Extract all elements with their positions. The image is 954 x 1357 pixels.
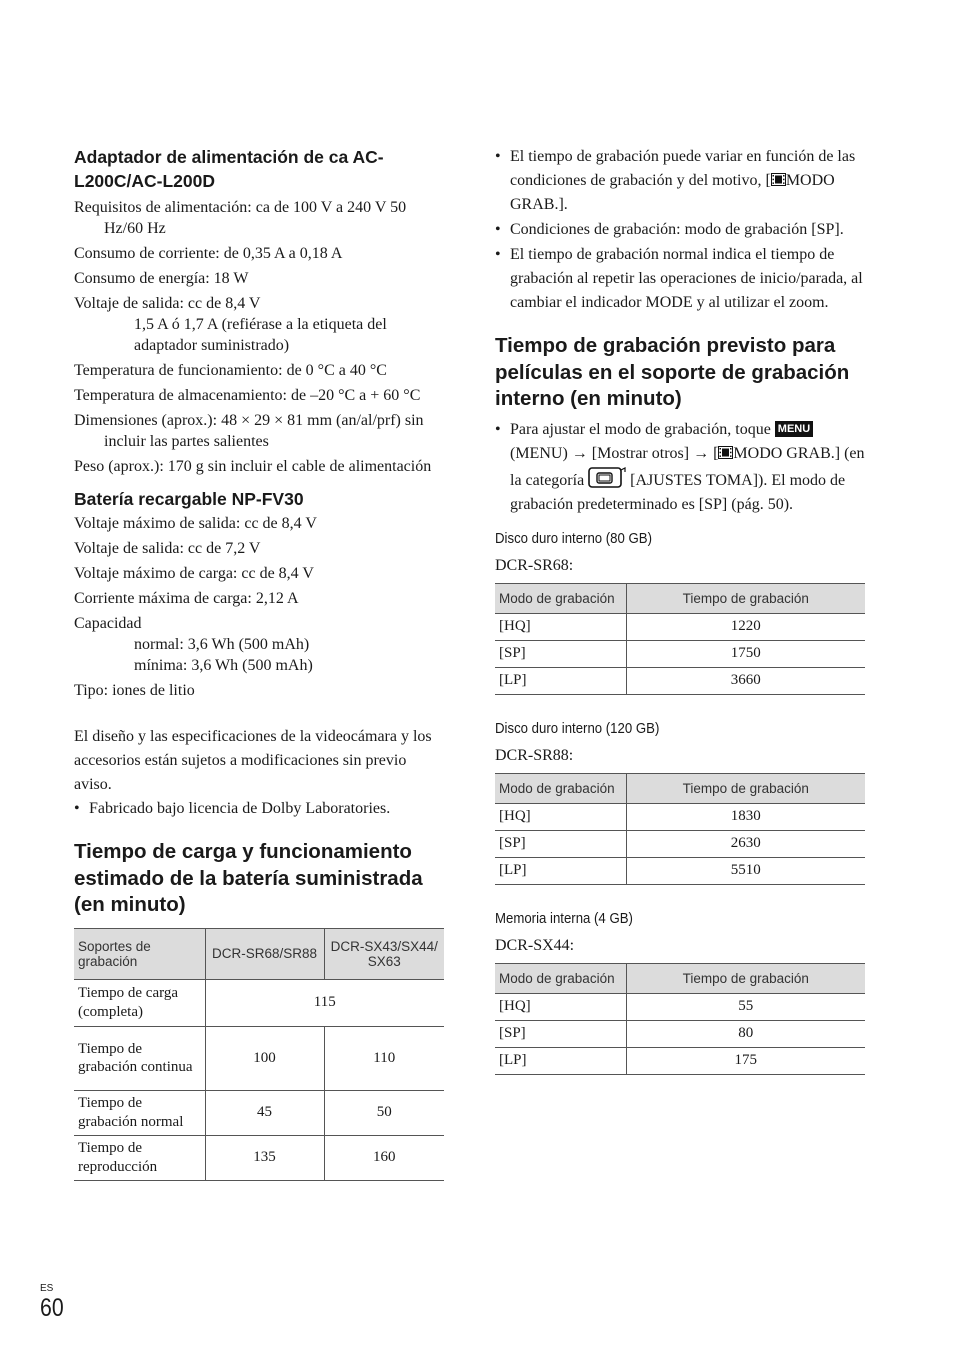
spec-item: Temperatura de almacenamiento: de –20 °C a + 60 °C bbox=[74, 387, 421, 404]
language-code: ES bbox=[40, 1283, 54, 1294]
spec-item bbox=[74, 613, 444, 676]
instr-text: [AJUSTES TOMA]). El modo de grabación predeterminado es [SP] (pág. 50). bbox=[510, 471, 846, 513]
table-header-cell: Modo de grabación bbox=[495, 963, 626, 993]
page-number: 60 bbox=[40, 1294, 64, 1322]
table-header-cell: Modo de grabación bbox=[495, 773, 626, 803]
arrow-icon: → bbox=[571, 444, 588, 462]
rec-table bbox=[495, 773, 865, 885]
rec-table-block bbox=[495, 909, 865, 1075]
spec-item: Requisitos de alimentación: ca de 100 V a 240 V 50 Hz/60 Hz bbox=[74, 199, 407, 237]
spec-text: 1,5 A ó 1,7 A (refiérase a la etiqueta del adaptador suministrado) bbox=[134, 316, 387, 354]
instr-text: Para ajustar el modo de grabación, toque bbox=[510, 420, 771, 438]
notice-bullets bbox=[74, 797, 444, 821]
instr-text: [ bbox=[713, 444, 719, 462]
table-cell: 5510 bbox=[626, 857, 865, 884]
table-cell: 115 bbox=[205, 979, 444, 1026]
rec-table-block bbox=[495, 529, 865, 695]
battery-heading: Batería recargable NP-FV30 bbox=[74, 489, 304, 509]
table-row bbox=[74, 979, 444, 1026]
rec-table bbox=[495, 963, 865, 1075]
table-cell: 2630 bbox=[626, 830, 865, 857]
adapter-spec-list bbox=[74, 197, 444, 477]
notice-text: El diseño y las especificaciones de la videocámara y los accesorios están sujetos a modificaciones sin previo aviso. bbox=[74, 728, 432, 793]
instruction-list bbox=[495, 418, 865, 517]
table-cell: 175 bbox=[626, 1047, 865, 1074]
charge-heading: Tiempo de carga y funcionamiento estimado de la batería suministrada (en minuto) bbox=[74, 840, 423, 916]
notice-bullet: • Fabricado bajo licencia de Dolby Laboratories. bbox=[74, 797, 444, 821]
table-row bbox=[495, 803, 865, 830]
note-item: • Condiciones de grabación: modo de grabación [SP]. bbox=[495, 218, 865, 242]
table-row bbox=[495, 1047, 865, 1074]
table-row bbox=[74, 1026, 444, 1090]
table-cell: [SP] bbox=[495, 1020, 626, 1047]
spec-text: mínima: 3,6 Wh (500 mAh) bbox=[134, 657, 313, 674]
table-row bbox=[495, 830, 865, 857]
row-label: Tiempo de grabación continua bbox=[74, 1026, 205, 1090]
spec-text: Capacidad bbox=[74, 615, 142, 632]
notes-list bbox=[495, 145, 865, 315]
spec-item: Voltaje máximo de salida: cc de 8,4 V bbox=[74, 515, 317, 532]
instr-text: [Mostrar otros] bbox=[591, 444, 690, 462]
table-cell: [SP] bbox=[495, 640, 626, 667]
note-text: MODO GRAB.]. bbox=[510, 172, 835, 213]
table-cell: [HQ] bbox=[495, 993, 626, 1020]
adapter-heading: Adaptador de alimentación de ca AC-L200C/AC-L200D bbox=[74, 147, 384, 191]
note-item: • El tiempo de grabación normal indica el tiempo de grabación al repetir las operaciones de inicio/parada, al cambiar el indicador MODE y al utilizar el zoom. bbox=[495, 243, 865, 315]
spec-item: Consumo de corriente: de 0,35 A a 0,18 A bbox=[74, 245, 343, 262]
table-title: Disco duro interno (80 GB) bbox=[495, 529, 653, 547]
note-item bbox=[495, 145, 865, 217]
table-header-cell: DCR-SR68/SR88 bbox=[205, 928, 324, 979]
rec-table-block bbox=[495, 719, 865, 885]
table-row bbox=[74, 1135, 444, 1180]
model-label: DCR-SR88: bbox=[495, 746, 574, 764]
table-header-cell: DCR-SX43/SX44/ SX63 bbox=[324, 928, 444, 979]
table-cell: 80 bbox=[626, 1020, 865, 1047]
table-cell: 55 bbox=[626, 993, 865, 1020]
table-title: Disco duro interno (120 GB) bbox=[495, 719, 660, 737]
film-icon bbox=[718, 446, 733, 459]
rec-heading: Tiempo de grabación previsto para películas en el soporte de grabación interno (en minuto) bbox=[495, 334, 850, 410]
spec-text: Voltaje de salida: cc de 8,4 V bbox=[74, 295, 261, 312]
table-cell: 160 bbox=[324, 1135, 444, 1180]
table-header-cell: Modo de grabación bbox=[495, 583, 626, 613]
table-cell: 50 bbox=[324, 1090, 444, 1135]
right-column bbox=[495, 145, 865, 1075]
note-text: El tiempo de grabación puede variar en función de las condiciones de grabación y del motivo, [ bbox=[510, 148, 856, 189]
film-icon bbox=[771, 173, 786, 186]
spec-text: normal: 3,6 Wh (500 mAh) bbox=[134, 636, 310, 653]
table-header-row bbox=[495, 583, 865, 613]
row-label: Tiempo de reproducción bbox=[74, 1135, 205, 1180]
table-header-cell: Tiempo de grabación bbox=[626, 583, 865, 613]
table-cell: [HQ] bbox=[495, 803, 626, 830]
table-row bbox=[495, 640, 865, 667]
battery-table bbox=[74, 928, 444, 1181]
page-footer bbox=[40, 1283, 68, 1322]
table-cell: 100 bbox=[205, 1026, 324, 1090]
spec-item: Tipo: iones de litio bbox=[74, 682, 195, 699]
table-cell: 1750 bbox=[626, 640, 865, 667]
spec-item bbox=[74, 293, 444, 356]
camera-category-icon bbox=[588, 466, 626, 488]
spec-item: Temperatura de funcionamiento: de 0 °C a 40 °C bbox=[74, 362, 387, 379]
battery-spec-list bbox=[74, 513, 444, 701]
table-cell: 110 bbox=[324, 1026, 444, 1090]
rec-table bbox=[495, 583, 865, 695]
table-row bbox=[495, 613, 865, 640]
table-cell: 3660 bbox=[626, 667, 865, 694]
instruction-item bbox=[495, 418, 865, 517]
table-cell: 45 bbox=[205, 1090, 324, 1135]
spec-item: Dimensiones (aprox.): 48 × 29 × 81 mm (an/al/prf) sin incluir las partes salientes bbox=[74, 412, 424, 450]
spec-item: Voltaje de salida: cc de 7,2 V bbox=[74, 540, 261, 557]
table-header-cell: Tiempo de grabación bbox=[626, 773, 865, 803]
table-row bbox=[74, 1090, 444, 1135]
spec-item: Corriente máxima de carga: 2,12 A bbox=[74, 590, 299, 607]
table-cell: [LP] bbox=[495, 857, 626, 884]
table-cell: [LP] bbox=[495, 667, 626, 694]
spec-item: Voltaje máximo de carga: cc de 8,4 V bbox=[74, 565, 314, 582]
instr-text: MODO GRAB.] (en la categoría bbox=[510, 444, 865, 489]
table-cell: 1220 bbox=[626, 613, 865, 640]
table-cell: [SP] bbox=[495, 830, 626, 857]
spec-item: Consumo de energía: 18 W bbox=[74, 270, 249, 287]
table-title: Memoria interna (4 GB) bbox=[495, 909, 633, 927]
table-row bbox=[495, 857, 865, 884]
model-label: DCR-SX44: bbox=[495, 936, 575, 954]
spec-item: Peso (aprox.): 170 g sin incluir el cable de alimentación bbox=[74, 458, 432, 475]
table-header-row bbox=[74, 928, 444, 979]
row-label: Tiempo de carga (completa) bbox=[74, 979, 205, 1026]
table-row bbox=[495, 667, 865, 694]
instr-text: (MENU) bbox=[510, 444, 568, 462]
table-row bbox=[495, 1020, 865, 1047]
arrow-icon: → bbox=[693, 444, 710, 462]
table-cell: [HQ] bbox=[495, 613, 626, 640]
left-column bbox=[74, 145, 444, 1181]
table-header-cell: Soportes de grabación bbox=[74, 928, 205, 979]
table-cell: 1830 bbox=[626, 803, 865, 830]
table-header-row bbox=[495, 773, 865, 803]
menu-icon: MENU bbox=[775, 421, 813, 437]
table-header-row bbox=[495, 963, 865, 993]
table-row bbox=[495, 993, 865, 1020]
model-label: DCR-SR68: bbox=[495, 556, 574, 574]
table-header-cell: Tiempo de grabación bbox=[626, 963, 865, 993]
row-label: Tiempo de grabación normal bbox=[74, 1090, 205, 1135]
table-cell: [LP] bbox=[495, 1047, 626, 1074]
table-cell: 135 bbox=[205, 1135, 324, 1180]
